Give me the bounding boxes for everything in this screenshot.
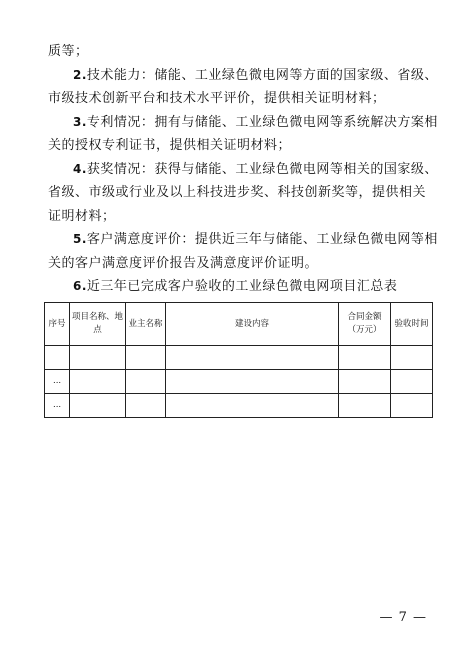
paragraph-line: 证明材料； [48,208,116,224]
project-summary-table [44,302,433,418]
cell-content [166,394,339,418]
paragraph-awards [48,158,436,182]
cell-owner [126,346,166,370]
item-number: 5. [73,232,87,246]
item-number: 2. [73,67,87,82]
cell-content [166,370,339,394]
cell-seq [45,346,70,370]
table-row [45,394,433,418]
cell-seq: ... [45,370,70,394]
paragraph-line: 省级、市级或行业及以上科技进步奖、科技创新奖等，提供相关 [48,185,427,200]
cell-project [70,394,126,418]
cell-accept-time [391,394,433,418]
cell-project [70,346,126,370]
table-header-row [45,303,433,346]
header-project: 项目名称、地点 [70,303,126,346]
paragraph-line: 质等； [48,44,89,59]
header-seq: 序号 [45,303,70,346]
table-row [45,370,433,394]
paragraph-tech-capability [48,64,436,88]
table-row [45,346,433,370]
table-title: 近三年已完成客户验收的工业绿色微电网项目汇总表 [86,279,398,294]
paragraph-line: 市级技术创新平台和技术水平评价，提供相关证明材料； [48,91,386,106]
body-text [48,40,436,299]
header-amount: 合同金额（万元） [339,303,391,346]
cell-seq: ... [45,394,70,418]
paragraph-line: 关的授权专利证书，提供相关证明材料； [48,138,292,153]
header-owner: 业主名称 [126,303,166,346]
paragraph-satisfaction [48,228,436,252]
cell-accept-time [391,370,433,394]
cell-owner [126,394,166,418]
cell-owner [126,370,166,394]
item-number: 4. [73,161,87,176]
cell-accept-time [391,346,433,370]
paragraph-line: 专利情况：拥有与储能、工业绿色微电网等系统解决方案相 [86,114,438,130]
paragraph-line: 关的客户满意度评价报告及满意度评价证明。 [48,255,319,271]
header-accept-time: 验收时间 [391,303,433,346]
cell-project [70,370,126,394]
cell-amount [339,370,391,394]
header-content: 建设内容 [166,303,339,346]
page-number: — 7 — [379,610,427,625]
item-number: 3. [73,114,87,129]
paragraph-patents [48,111,436,135]
paragraph-line: 获奖情况：获得与储能、工业绿色微电网等相关的国家级、 [86,161,438,177]
paragraph-line: 技术能力：储能、工业绿色微电网等方面的国家级、省级、 [86,67,438,83]
paragraph-line: 客户满意度评价：提供近三年与储能、工业绿色微电网等相 [86,232,438,247]
cell-amount [339,346,391,370]
item-number: 6. [73,279,87,293]
cell-content [166,346,339,370]
table-caption [48,275,436,299]
cell-amount [339,394,391,418]
